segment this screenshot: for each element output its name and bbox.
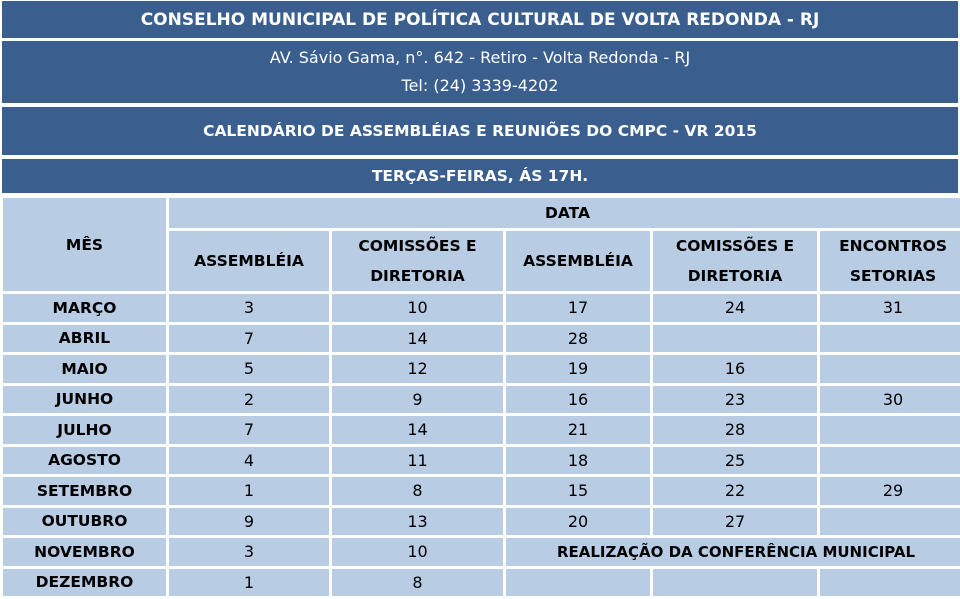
col-sector-meetings: ENCONTROS SETORIAS bbox=[820, 231, 960, 291]
month-cell: AGOSTO bbox=[3, 447, 166, 475]
month-cell: SETEMBRO bbox=[3, 477, 166, 505]
date-cell: 1 bbox=[169, 569, 329, 597]
date-cell: 8 bbox=[332, 477, 503, 505]
date-cell: 12 bbox=[332, 355, 503, 383]
date-cell bbox=[820, 569, 960, 597]
date-cell: 14 bbox=[332, 325, 503, 353]
schedule-table bbox=[0, 195, 960, 599]
date-cell: 20 bbox=[506, 508, 650, 536]
month-header: MÊS bbox=[3, 198, 166, 291]
table-row bbox=[3, 477, 960, 505]
month-cell: OUTUBRO bbox=[3, 508, 166, 536]
date-cell: 8 bbox=[332, 569, 503, 597]
col-assembly-1: ASSEMBLÉIA bbox=[169, 231, 329, 291]
date-cell: 9 bbox=[332, 386, 503, 414]
date-cell bbox=[820, 416, 960, 444]
council-title: CONSELHO MUNICIPAL DE POLÍTICA CULTURAL DE VOLTA REDONDA - RJ bbox=[2, 1, 958, 38]
date-cell: 21 bbox=[506, 416, 650, 444]
table-row bbox=[3, 447, 960, 475]
date-cell: 1 bbox=[169, 477, 329, 505]
date-cell: 15 bbox=[506, 477, 650, 505]
date-cell: 4 bbox=[169, 447, 329, 475]
date-cell: 25 bbox=[653, 447, 817, 475]
conference-note: REALIZAÇÃO DA CONFERÊNCIA MUNICIPAL bbox=[506, 538, 960, 566]
date-cell: 28 bbox=[506, 325, 650, 353]
table-row bbox=[3, 294, 960, 322]
calendar-title: CALENDÁRIO DE ASSEMBLÉIAS E REUNIÕES DO CMPC - VR 2015 bbox=[2, 107, 958, 155]
date-cell: 29 bbox=[820, 477, 960, 505]
month-cell: MAIO bbox=[3, 355, 166, 383]
month-cell: ABRIL bbox=[3, 325, 166, 353]
table-row bbox=[3, 355, 960, 383]
date-cell bbox=[653, 569, 817, 597]
date-cell bbox=[653, 325, 817, 353]
date-cell: 30 bbox=[820, 386, 960, 414]
date-cell: 9 bbox=[169, 508, 329, 536]
date-cell: 2 bbox=[169, 386, 329, 414]
date-cell: 16 bbox=[506, 386, 650, 414]
month-cell: JULHO bbox=[3, 416, 166, 444]
date-cell: 24 bbox=[653, 294, 817, 322]
date-cell: 3 bbox=[169, 538, 329, 566]
date-cell: 10 bbox=[332, 294, 503, 322]
date-header: DATA bbox=[169, 198, 960, 228]
col-committees-2: COMISSÕES E DIRETORIA bbox=[653, 231, 817, 291]
date-cell: 14 bbox=[332, 416, 503, 444]
date-cell: 7 bbox=[169, 416, 329, 444]
table-row bbox=[3, 386, 960, 414]
table-row bbox=[3, 508, 960, 536]
date-cell: 16 bbox=[653, 355, 817, 383]
date-cell bbox=[820, 325, 960, 353]
address-line: AV. Sávio Gama, n°. 642 - Retiro - Volta Redonda - RJ bbox=[269, 48, 691, 67]
date-cell: 3 bbox=[169, 294, 329, 322]
date-cell: 13 bbox=[332, 508, 503, 536]
table-row bbox=[3, 325, 960, 353]
table-row bbox=[3, 416, 960, 444]
month-cell: NOVEMBRO bbox=[3, 538, 166, 566]
month-cell: DEZEMBRO bbox=[3, 569, 166, 597]
date-cell bbox=[820, 508, 960, 536]
date-cell: 11 bbox=[332, 447, 503, 475]
date-cell: 27 bbox=[653, 508, 817, 536]
date-cell: 18 bbox=[506, 447, 650, 475]
date-cell: 23 bbox=[653, 386, 817, 414]
date-cell: 10 bbox=[332, 538, 503, 566]
phone-line: Tel: (24) 3339-4202 bbox=[401, 76, 559, 95]
date-cell: 5 bbox=[169, 355, 329, 383]
month-cell: MARÇO bbox=[3, 294, 166, 322]
schedule-note: TERÇAS-FEIRAS, ÁS 17H. bbox=[2, 159, 958, 193]
date-cell: 31 bbox=[820, 294, 960, 322]
table-row bbox=[3, 538, 960, 566]
table-row bbox=[3, 569, 960, 597]
date-cell: 22 bbox=[653, 477, 817, 505]
date-cell bbox=[506, 569, 650, 597]
date-cell: 19 bbox=[506, 355, 650, 383]
date-cell bbox=[820, 447, 960, 475]
col-committees-1: COMISSÕES E DIRETORIA bbox=[332, 231, 503, 291]
month-cell: JUNHO bbox=[3, 386, 166, 414]
date-cell: 17 bbox=[506, 294, 650, 322]
col-assembly-2: ASSEMBLÉIA bbox=[506, 231, 650, 291]
date-cell: 7 bbox=[169, 325, 329, 353]
date-cell bbox=[820, 355, 960, 383]
address-block bbox=[2, 41, 958, 103]
date-cell: 28 bbox=[653, 416, 817, 444]
